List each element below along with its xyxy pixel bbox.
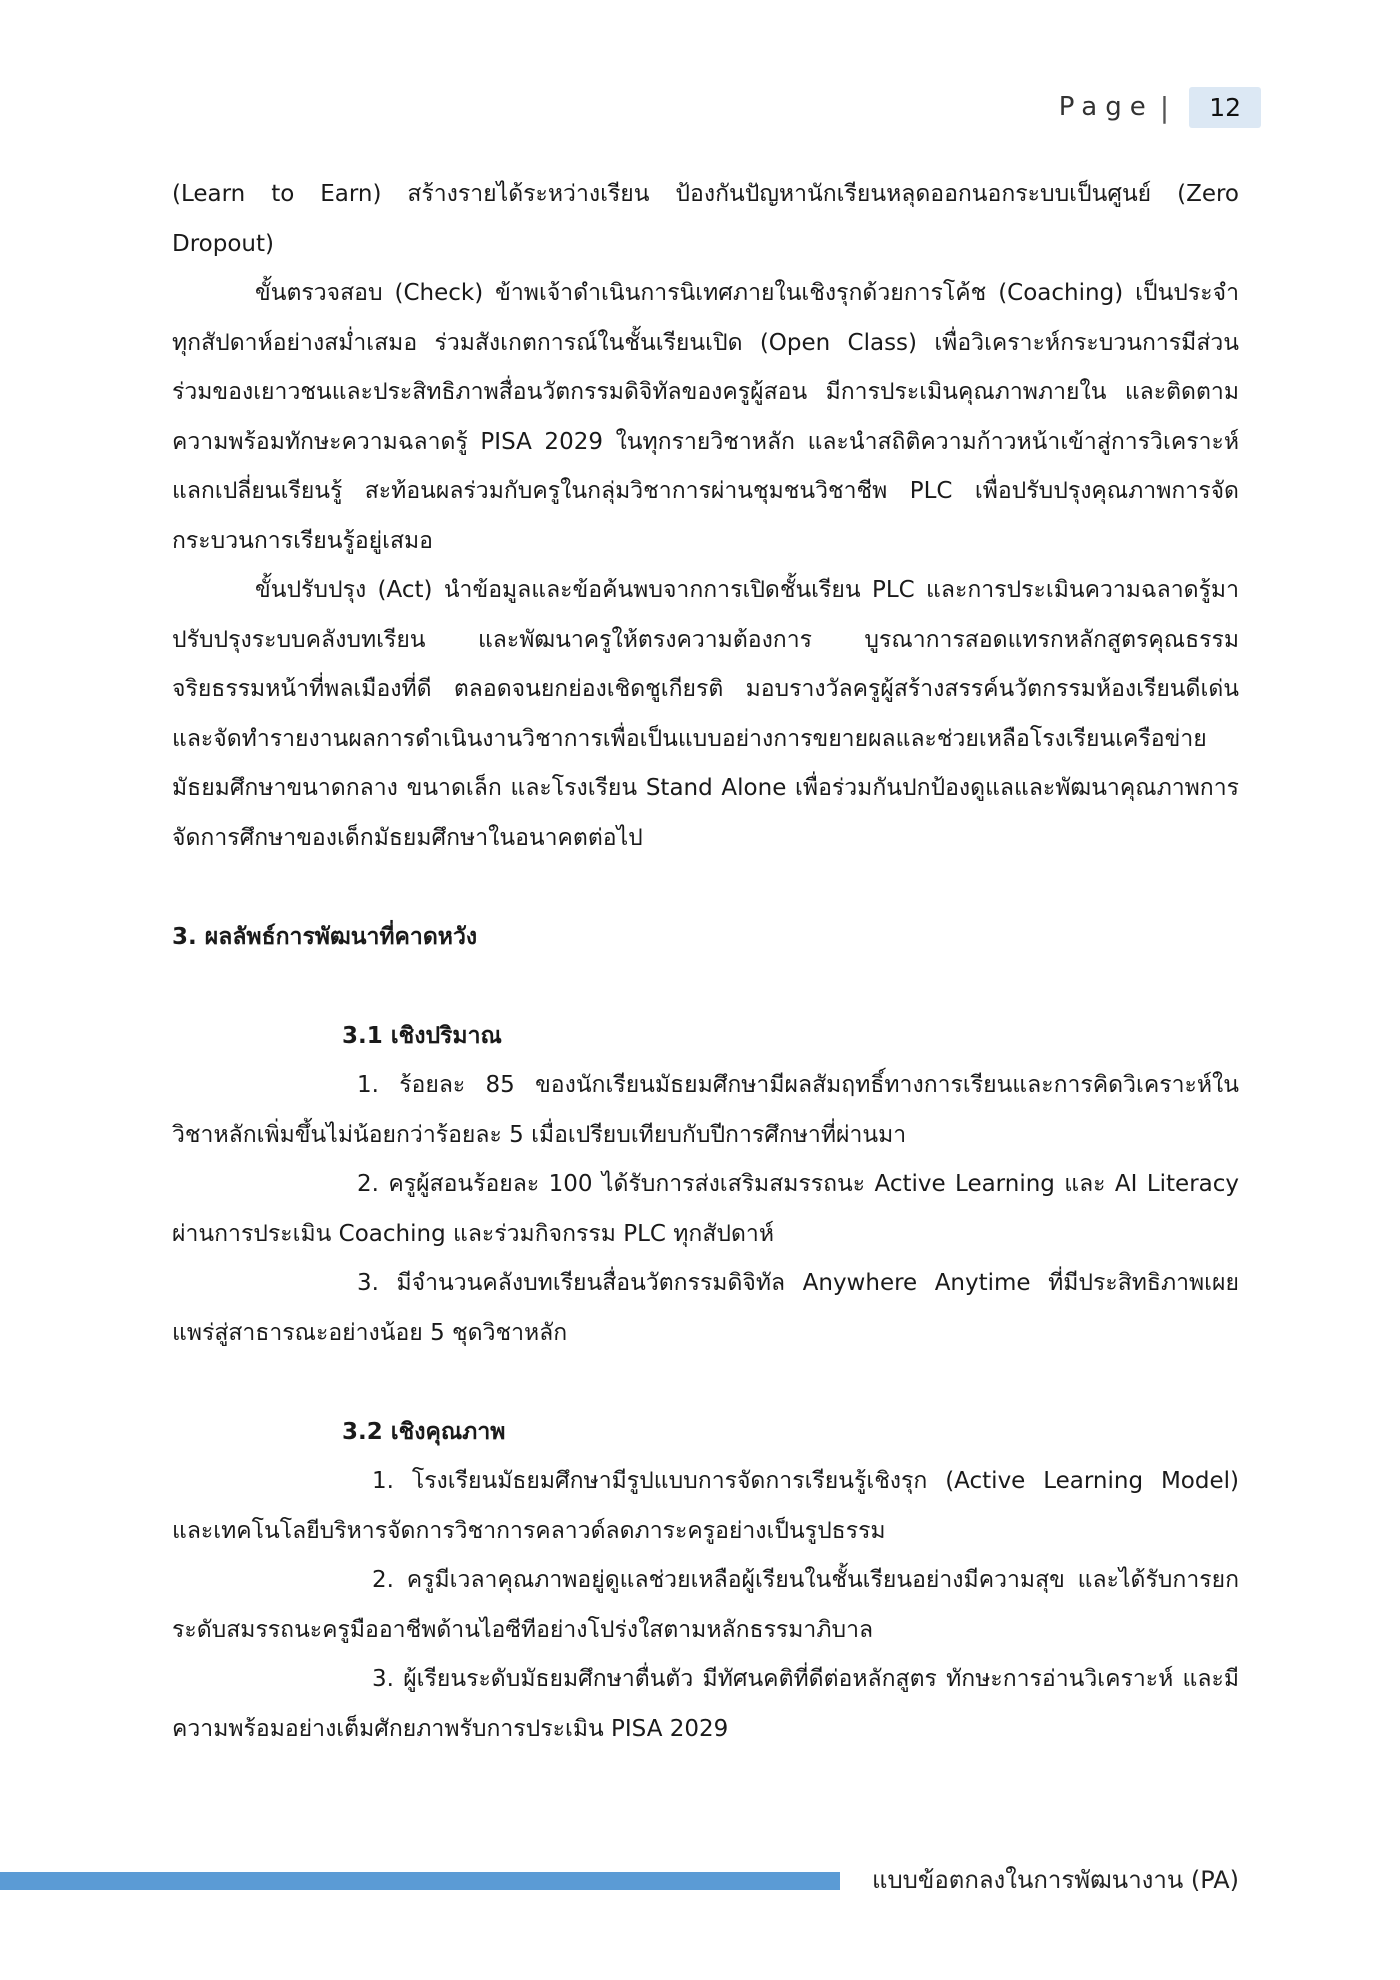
footer-document-title: แบบข้อตกลงในการพัฒนางาน (PA) [871, 1866, 1239, 1894]
page-header [1059, 86, 1261, 128]
quantitative-heading: 3.1 เชิงปริมาณ [342, 1022, 502, 1049]
footer-accent-bar [0, 1872, 840, 1890]
page-label: Page [1058, 92, 1154, 122]
page-separator: | [1159, 90, 1170, 124]
quantitative-item-1: 1. ร้อยละ 85 ของนักเรียนมัธยมศึกษามีผลสัมฤทธิ์ทางการเรียนและการคิดวิเคราะห์ในวิชาหลักเพิ่มขึ้นไม่น้อยกว่าร้อยละ 5 เมื่อเปรียบเทียบกับปีการศึกษาที่ผ่านมา [172, 1072, 1239, 1148]
section-3-heading: 3. ผลลัพธ์การพัฒนาที่คาดหวัง [172, 923, 478, 950]
qualitative-item-3: 3. ผู้เรียนระดับมัธยมศึกษาตื่นตัว มีทัศนคติที่ดีต่อหลักสูตร ทักษะการอ่านวิเคราะห์ และมีความพร้อมอย่างเต็มศักยภาพรับการประเมิน PISA 2029 [172, 1666, 1239, 1742]
document-body [172, 170, 1239, 1754]
qualitative-item-2: 2. ครูมีเวลาคุณภาพอยู่ดูแลช่วยเหลือผู้เรียนในชั้นเรียนอย่างมีความสุข และได้รับการยกระดับสมรรถนะครูมืออาชีพด้านไอซีทีอย่างโปร่งใสตามหลักธรรมาภิบาล [172, 1567, 1239, 1643]
paragraph-continuation: (Learn to Earn) สร้างรายได้ระหว่างเรียน ป้องกันปัญหานักเรียนหลุดออกนอกระบบเป็นศูนย์ (Zero Dropout) [172, 181, 1239, 257]
qualitative-item-1: 1. โรงเรียนมัธยมศึกษามีรูปแบบการจัดการเรียนรู้เชิงรุก (Active Learning Model) และเทคโนโลยีบริหารจัดการวิชาการคลาวด์ลดภาระครูอย่างเป็นรูปธรรม [172, 1468, 1239, 1544]
paragraph-act: ขั้นปรับปรุง (Act) นำข้อมูลและข้อค้นพบจากการเปิดชั้นเรียน PLC และการประเมินความฉลาดรู้มาปรับปรุงระบบคลังบทเรียน และพัฒนาครูให้ตรงความต้องการ บูรณาการสอดแทรกหลักสูตรคุณธรรมจริยธรรมหน้าที่พลเมืองที่ดี ตลอดจนยกย่องเชิดชูเกียรติ มอบรางวัลครูผู้สร้างสรรค์นวัตกรรมห้องเรียนดีเด่น และจัดทำรายงานผลการดำเนินงานวิชาการเพื่อเป็นแบบอย่างการขยายผลและช่วยเหลือโรงเรียนเครือข่ายมัธยมศึกษาขนาดกลาง ขนาดเล็ก และโรงเรียน Stand Alone เพื่อร่วมกันปกป้องดูแลและพัฒนาคุณภาพการจัดการศึกษาของเด็กมัธยมศึกษาในอนาคตต่อไป [172, 577, 1239, 851]
page-number-badge: 12 [1189, 87, 1261, 128]
quantitative-item-3: 3. มีจำนวนคลังบทเรียนสื่อนวัตกรรมดิจิทัล Anywhere Anytime ที่มีประสิทธิภาพเผยแพร่สู่สาธารณะอย่างน้อย 5 ชุดวิชาหลัก [172, 1270, 1239, 1346]
paragraph-check: ขั้นตรวจสอบ (Check) ข้าพเจ้าดำเนินการนิเทศภายในเชิงรุกด้วยการโค้ช (Coaching) เป็นประจำทุกสัปดาห์อย่างสม่ำเสมอ ร่วมสังเกตการณ์ในชั้นเรียนเปิด (Open Class) เพื่อวิเคราะห์กระบวนการมีส่วนร่วมของเยาวชนและประสิทธิภาพสื่อนวัตกรรมดิจิทัลของครูผู้สอน มีการประเมินคุณภาพภายใน และติดตามความพร้อมทักษะความฉลาดรู้ PISA 2029 ในทุกรายวิชาหลัก และนำสถิติความก้าวหน้าเข้าสู่การวิเคราะห์แลกเปลี่ยนเรียนรู้ สะท้อนผลร่วมกับครูในกลุ่มวิชาการผ่านชุมชนวิชาชีพ PLC เพื่อปรับปรุงคุณภาพการจัดกระบวนการเรียนรู้อยู่เสมอ [172, 280, 1239, 554]
qualitative-heading: 3.2 เชิงคุณภาพ [342, 1418, 506, 1445]
quantitative-item-2: 2. ครูผู้สอนร้อยละ 100 ได้รับการส่งเสริมสมรรถนะ Active Learning และ AI Literacy ผ่านการประเมิน Coaching และร่วมกิจกรรม PLC ทุกสัปดาห์ [172, 1171, 1239, 1247]
